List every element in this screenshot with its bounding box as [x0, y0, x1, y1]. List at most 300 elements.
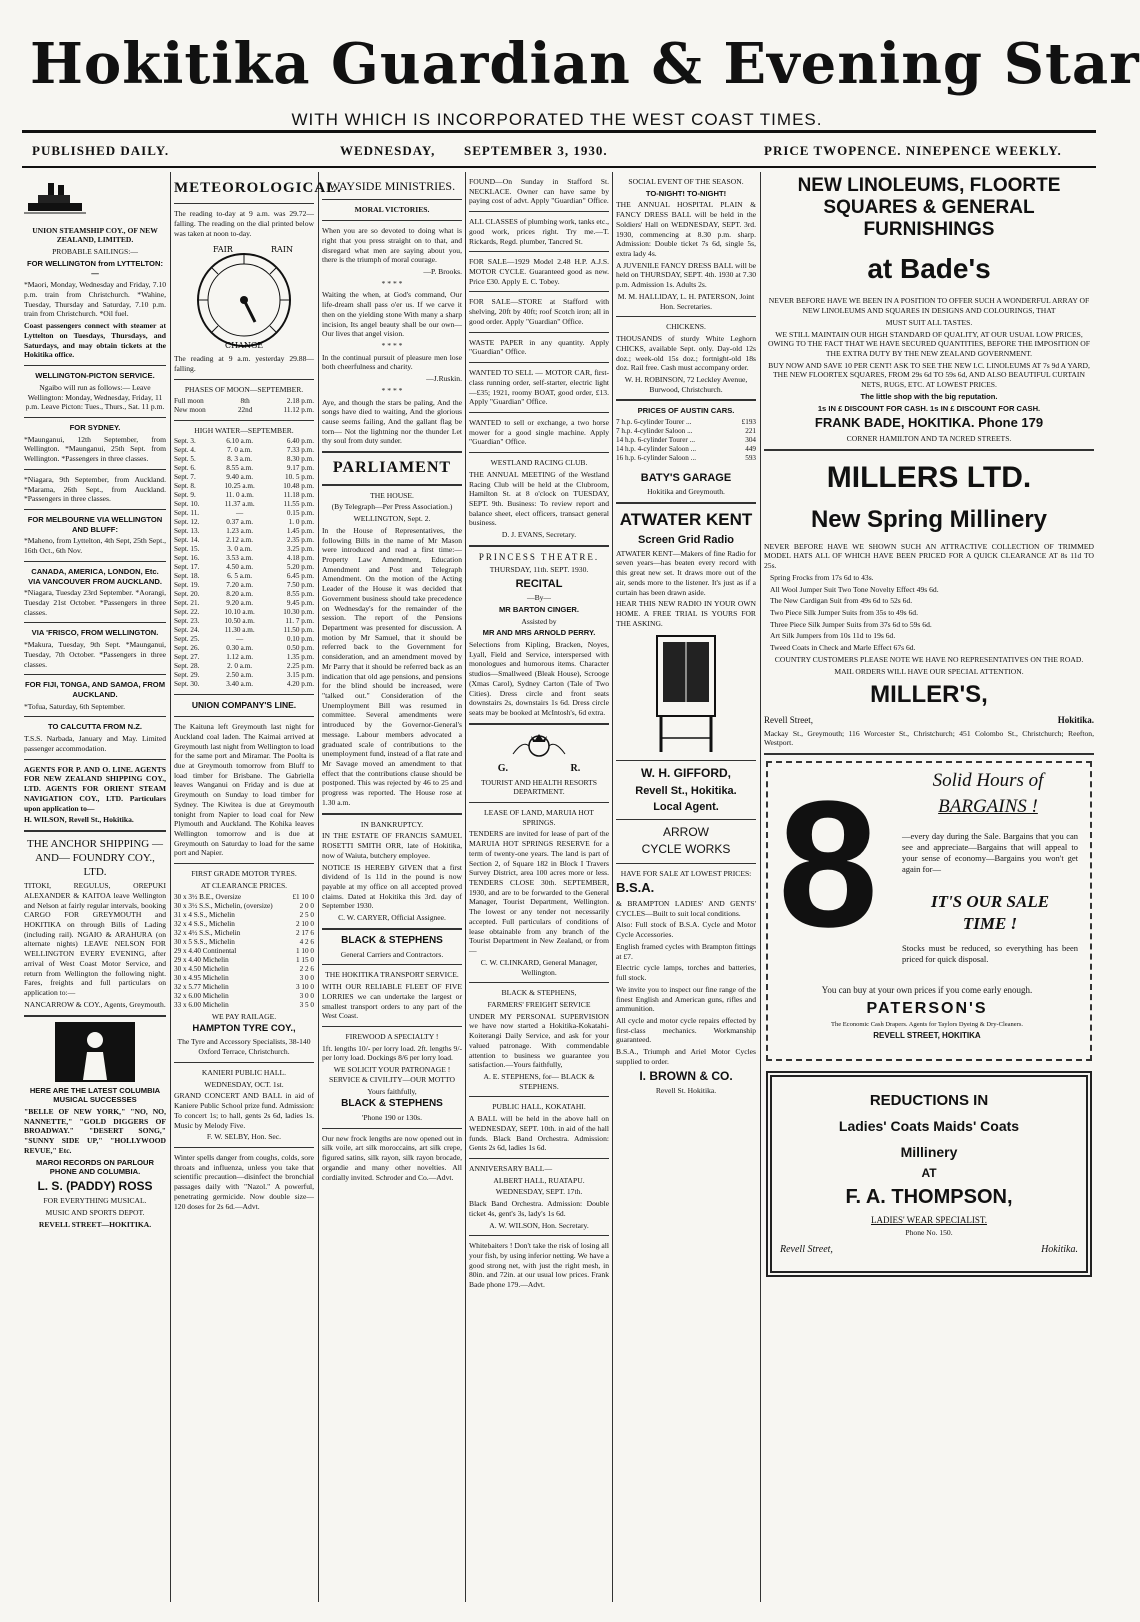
- table-cell: 10.10 a.m.: [224, 608, 255, 617]
- table-cell: —: [236, 635, 244, 644]
- table-cell: Sept. 29.: [174, 671, 200, 680]
- picton-heading: WELLINGTON-PICTON SERVICE.: [35, 371, 155, 381]
- tonight-label: TO-NIGHT! TO-NIGHT!: [645, 188, 727, 198]
- anchor-text: TITOKI, REGULUS, OREPUKI ALEXANDER & KAITOA leave Wellington and Nelson at fairly regular intervals, booking CARGO FOR GREYMOUTH and HOKITIKA on through Bills of Lading (including rail). NGAIO & ARAHURA (on alternate nights) LEAVE NELSON FOR WELLINGTON EVERY EVENING, after arrival of West Coast Motor Service, and return from Wellington the following night. Fares, freights and full particulars on application to:—: [24, 881, 166, 998]
- calcutta-heading: TO CALCUTTA FROM N.Z.: [48, 722, 142, 732]
- hear-text: HEAR THIS NEW RADIO IN YOUR OWN HOME. A FREE TRIAL IS YOURS FOR THE ASKING.: [616, 599, 756, 628]
- calcutta-text: T.S.S. Narbada, January and May. Limited passenger accommodation.: [24, 734, 166, 753]
- bsa-text: & BRAMPTON LADIES' AND GENTS' CYCLES—Built to suit local conditions.: [616, 899, 756, 918]
- ladies-wear: LADIES' WEAR SPECIALIST.: [870, 1214, 988, 1225]
- hokitika-label: Hokitika.: [1041, 1244, 1078, 1256]
- black-stephens-sub: General Carriers and Contractors.: [340, 949, 444, 959]
- table-cell: 11. 7 p.m.: [285, 617, 314, 626]
- table-cell: 11. 0 a.m.: [225, 491, 254, 500]
- solid-hours: Solid Hours of: [932, 770, 1044, 792]
- sydney-text: *Maunganui, 12th September, from Wellington. *Maunganui, 25th Sept. from Wellington. *Passengers in three classes.: [24, 434, 166, 464]
- freight-sign: A. E. STEPHENS, for— BLACK & STEPHENS.: [483, 1071, 595, 1091]
- hospital-text: THE ANNUAL HOSPITAL PLAIN & FANCY DRESS BALL will be held in the Soldiers' Hall on WEDNESDAY, SEPT. 3rd. 1930, commencing at 8.30 p.m. sharp. Admission: Double ticket 7s 6d, single 5s, extra lady 4s.: [616, 200, 756, 259]
- linoleum-text-4: BUY NOW AND SAVE 10 PER CENT! ASK TO SEE THE NEW I.C. LINOLEUMS AT 7s 9d A YARD, THE NEW FLOORTEX SQUARES, FROM 29s 6d TO 59s 6d, AND ALSO BEAUTIFUL CURTAIN NETS, RUGS, ETC. AT LOWEST PRICES.: [768, 360, 1090, 390]
- tyre-row: [174, 938, 314, 947]
- high-water-row: [174, 626, 314, 635]
- table-cell: —: [236, 509, 244, 518]
- tyre-row: [174, 992, 314, 1001]
- brown-name: I. BROWN & CO.: [639, 1068, 733, 1083]
- telegraph-line: (By Telegraph—Per Press Association.): [331, 502, 453, 512]
- table-cell: Sept. 4.: [174, 446, 196, 455]
- list-item: Two Piece Silk Jumper Suits from 35s to 49s 6d.: [770, 608, 918, 618]
- sale-text: —every day during the Sale. Bargains that you can see and appreciate—Bargains that will appeal to your sense of economy—Bargains you won't get again for—: [902, 831, 1078, 874]
- table-cell: 11.55 p.m.: [283, 500, 314, 509]
- list-item: Tweed Coats in Check and Marle Effect 67s 6d.: [770, 643, 916, 653]
- coast-text: Coast passengers connect with steamer at Lyttelton on Tuesdays, Thursdays, and Saturdays, and may obtain tickets at the Hokitika office.: [24, 321, 166, 360]
- table-cell: 3 5 0: [299, 1000, 314, 1009]
- lease-sign: C. W. CLINKARD, General Manager, Wellington.: [480, 957, 598, 977]
- high-water-row: [174, 527, 314, 536]
- high-water-row: [174, 455, 314, 464]
- sydney-heading: FOR SYDNEY.: [69, 422, 121, 432]
- table-cell: Sept. 19.: [174, 581, 200, 590]
- reductions-heading: REDUCTIONS IN: [869, 1092, 989, 1110]
- tyre-row: [174, 929, 314, 938]
- moral-victories: MORAL VICTORIES.: [354, 205, 430, 215]
- table-cell: 304: [745, 436, 756, 445]
- wayside-sign-1: —P. Brooks.: [423, 266, 462, 276]
- transport-text: WITH OUR RELIABLE FLEET OF FIVE LORRIES we can undertake the largest or smallest transport orders to any part of the West Coast.: [322, 982, 462, 1021]
- sale-ad-1: FOR SALE—1929 Model 2.48 H.P. A.J.S. MOTOR CYCLE. Guaranteed good as new. Price £30. Apply E. C. Tobey.: [469, 257, 609, 286]
- anchor-agent: NANCARROW & COY., Agents, Greymouth.: [24, 999, 166, 1009]
- columbia-heading: HERE ARE THE LATEST COLUMBIA MUSICAL SUCCESSES: [29, 1085, 161, 1105]
- table-cell: Sept. 8.: [174, 482, 196, 491]
- freewheels-text: English framed cycles with Brampton fittings at £7.: [616, 941, 756, 961]
- table-cell: 8.55 a.m.: [226, 464, 253, 473]
- revell-street: Revell Street,: [780, 1244, 833, 1256]
- its-our-sale: IT'S OUR SALE: [930, 892, 1050, 912]
- plumbing-ad: ALL CLASSES of plumbing work, tanks etc., good work, prices right. Try me.—T. Rickards, Regd. plumber, Tancred St.: [469, 217, 609, 246]
- table-cell: 8.30 p.m.: [286, 455, 314, 464]
- linoleum-text-1: NEVER BEFORE HAVE WE BEEN IN A POSITION TO OFFER SUCH A WONDERFUL ARRAY OF NEW LINOLEUMS AND SQUARES IN DESIGNS AND COLOURINGS, THAT: [768, 296, 1090, 316]
- millers-sign: MILLER'S,: [870, 681, 988, 709]
- spring-millinery: New Spring Millinery: [810, 506, 1048, 533]
- recital-text: Selections from Kipling, Bracken, Noyes, Lyall, Field and Service, interspersed with monologues and humorous items. Character studios—Smallweed (Bleak House), Scrooge (Xmas Carol), Sydney Carton (Tale of Two Cities). Dress circle and front seats downstairs 2s, downstairs 1s 6d. Dress circle seats may be booked at McIntosh's, 6d extra.: [469, 640, 609, 718]
- perry-name: MR AND MRS ARNOLD PERRY.: [482, 628, 596, 638]
- coats-line: Ladies' Coats Maids' Coats: [838, 1118, 1020, 1135]
- frisco-heading: VIA 'FRISCO, FROM WELLINGTON.: [31, 628, 159, 638]
- millers-address-line: [764, 715, 1094, 727]
- winter-text: Winter spells danger from coughs, colds, sore throats and influenza, unless you take that scientific precaution—disinfect the bronchial passages daily with "Nazol." A powerful, penetrating germicide. Now double size—120 doses for 2s 6d.—Advt.: [174, 1152, 314, 1211]
- kaniere-date: WEDNESDAY, OCT. 1st.: [204, 1079, 284, 1089]
- stars-divider: * * * *: [381, 340, 403, 350]
- table-cell: 14 h.p. 6-cylinder Tourer ...: [616, 436, 696, 445]
- juvenile-sign: M. M. HALLIDAY, L. H. PATERSON, Joint Hon. Secretaries.: [617, 291, 755, 311]
- table-cell: 10.48 p.m.: [283, 482, 314, 491]
- table-cell: 221: [745, 427, 756, 436]
- cycle-works-heading: CYCLE WORKS: [641, 842, 731, 857]
- table-cell: £193: [741, 418, 756, 427]
- melbourne-text: *Maheno, from Lyttelton, 4th Sept, 25th Sept., 16th Oct., 6th Nov.: [24, 536, 166, 556]
- high-water-table: [174, 437, 314, 689]
- lamps-text: Electric cycle lamps, torches and batteries, full stock.: [616, 963, 756, 983]
- millers-heading: MILLERS LTD.: [826, 460, 1032, 494]
- high-water-row: [174, 509, 314, 518]
- table-cell: 7.50 p.m.: [286, 581, 314, 590]
- high-water-row: [174, 617, 314, 626]
- column-shipping: [24, 175, 166, 1600]
- list-item: The New Cardigan Suit from 49s 6d to 52s 6d.: [770, 596, 913, 606]
- mail-orders: MAIL ORDERS WILL HAVE OUR SPECIAL ATTENTION.: [834, 666, 1024, 676]
- atwater-sub: Screen Grid Radio: [638, 533, 734, 546]
- table-cell: Sept. 3.: [174, 437, 196, 446]
- social-heading: SOCIAL EVENT OF THE SEASON.: [628, 177, 744, 186]
- table-cell: 3 10 0: [296, 982, 314, 991]
- table-cell: 9.20 a.m.: [226, 599, 253, 608]
- lease-text: TENDERS are invited for lease of part of the MARUIA HOT SPRINGS RESERVE for a term of twenty-one years. The land is part of Section 2, of Square 182 in Block I Travers Survey District, area 100 acres more or less. TENDERS CLOSE 30th. SEPTEMBER, 1930, and are to be forwarded to the General Manager, Tourist Department, Wellington. The lowest or any tender not necessarily accepted. Full particulars of conditions of lease obtainable from any branch of the Tourist Department in New Zealand, or from—: [469, 829, 609, 956]
- lyttelton-text: *Maori, Monday, Wednesday and Friday, 7.10 p.m. train from Christchurch. *Wahine, Tuesday, Thursday and Saturday, 7.10 p.m. train from Christchurch. *Oil fuel.: [24, 280, 166, 319]
- radio-cabinet-icon: [651, 634, 721, 754]
- table-cell: Full moon: [174, 396, 204, 405]
- high-water-row: [174, 581, 314, 590]
- freight-text: UNDER MY PERSONAL SUPERVISION we have now started a Hokitika-Kokatahi-Koiterangi Daily Service, and ask for your valued patronage. With commendable attention to business we guarantee you satisfaction.—Yours faithfully,: [469, 1011, 609, 1070]
- the-house: THE HOUSE.: [370, 490, 414, 500]
- racing-text: THE ANNUAL MEETING of the Westland Racing Club will be held at the Clubroom, Hamilton St. at 8 o'clock on TUESDAY, SEPT. 9th. Business: To review report and balance sheet, elect officers, transact general business.: [469, 469, 609, 528]
- table-cell: 8th: [240, 396, 250, 405]
- table-cell: 22nd: [237, 405, 253, 414]
- patersons-sale-ad: [766, 761, 1092, 1061]
- millers-branches: Mackay St., Greymouth; 116 Worcester St., Christchurch; 451 Colombo St., Christchurch; Reefton, Westport.: [764, 728, 1094, 748]
- table-cell: 30 x 3½ B.E., Oversize: [174, 892, 242, 901]
- waste-paper-ad: WASTE PAPER in any quantity. Apply "Guardian" Office.: [469, 337, 609, 357]
- freight-heading: FARMERS' FREIGHT SERVICE: [487, 999, 591, 1009]
- parliament-text: In the House of Representatives, the following Bills in the name of Mr Mason were introduced and read a first time:— Property Law Amendment, Education Amendment and Post and Telegraph Amendment. On the motion of the Acting Leader of the House it was decided that Government business should take precedence on Wednesday's for the remainder of the session. The report of the Pensions Department was presented for discussion. A motion by Mr Samuel, that it should be referred back to the Government for consideration, and an amendment moved by Mr Parry that it should be referred back as an indication that old age pensions, and pensions for the blind should be increased, were "talked out." Consideration of the Unemployment Bill was resumed in committee. Several amendments were introduced by the Governor-General's message. Labour members advocated a graduated scale of contributions to the unemployment fund, instead of a flat rate and Mr Savage moved an amendment to that effect that the contributions clause should be postponed. This was rejected by 46 to 25 and progress was reported. The House rose at 1.30 a.m.: [322, 525, 462, 807]
- wayside-text-2: In the continual pursuit of pleasure men lose both cheerfulness and charity.: [322, 352, 462, 372]
- princess-date: THURSDAY, 11th. SEPT. 1930.: [489, 565, 589, 575]
- melbourne-heading: FOR MELBOURNE VIA WELLINGTON AND BLUFF:: [27, 514, 163, 534]
- bankruptcy-text: NOTICE IS HEREBY GIVEN that a first dividend of 1s 11d in the pound is now payable at my office on all accepted proved claims. Dated at Hokitika this 3rd. day of September 1930.: [322, 862, 462, 911]
- table-cell: 8. 3 a.m.: [227, 455, 253, 464]
- solicit-line: WE SOLICIT YOUR PATRONAGE ! SERVICE & CIVILITY—OUR MOTTO: [328, 1065, 456, 1084]
- table-cell: 2 2 6: [299, 964, 314, 973]
- column-rule: [465, 172, 466, 1602]
- tyre-row: [174, 911, 314, 920]
- tourist-heading: TOURIST AND HEALTH RESORTS DEPARTMENT.: [480, 777, 598, 797]
- incorporated-line: WITH WHICH IS INCORPORATED THE WEST COAST TIMES.: [291, 110, 823, 129]
- column-classifieds: [469, 175, 609, 1600]
- high-water-row: [174, 572, 314, 581]
- high-water-row: [174, 536, 314, 545]
- table-cell: 6. 5 a.m.: [227, 572, 253, 581]
- steamship-icon: [24, 177, 86, 219]
- tyre-row: [174, 956, 314, 965]
- table-cell: 3.40 a.m.: [226, 680, 253, 689]
- thompson-name: F. A. THOMPSON,: [845, 1186, 1013, 1209]
- cash-discount: 1s IN £ DISCOUNT FOR CASH. 1s IN £ DISCOUNT FOR CASH.: [817, 403, 1041, 413]
- day-label: WEDNESDAY,: [340, 143, 436, 158]
- poem-1: Waiting the when, at God's command, Our life-dream shall pass o'er us. If we carve it then on the yielding stone With many a sharp incision, Its angel beauty shall be our own— Our lives that angel vision.: [322, 290, 462, 339]
- table-cell: 30 x 3½ S.S., Michelin, (oversize): [174, 901, 273, 910]
- table-cell: 2. 0 a.m.: [227, 662, 253, 671]
- racing-heading: WESTLAND RACING CLUB.: [490, 458, 588, 468]
- atwater-heading: ATWATER KENT: [619, 509, 753, 529]
- patersons-name: PATERSON'S: [866, 1000, 988, 1018]
- black-stephens-heading: BLACK & STEPHENS,: [501, 988, 577, 998]
- bsa-label: B.S.A.: [616, 880, 655, 896]
- table-cell: 2.12 a.m.: [226, 536, 253, 545]
- table-cell: Sept. 30.: [174, 680, 200, 689]
- yours-faithfully: Yours faithfully,: [367, 1086, 417, 1096]
- table-cell: 11.18 p.m.: [283, 491, 314, 500]
- thompson-ad: [766, 1071, 1092, 1277]
- table-cell: Sept. 21.: [174, 599, 200, 608]
- union-text: The Kaituna left Greymouth last night for Auckland coal laden. The Kaimai arrived at Greymouth last night from Wellington to load for the same port and Miramar. The Poolta is due at Greymouth tomorrow from Bluff to load timber for Brisbane. The Gabriella leaves Wanganui on Friday and is due at Greymouth on Sunday to load timber for Sydney. The Kiwitea is due at Greymouth tonight from Napier to load coal for New Plymouth and Auckland. The Kohika leaves Wellington tomorrow and is due at Greymouth on Saturday to load for the same port and Napier.: [174, 722, 314, 858]
- austin-row: [616, 418, 756, 427]
- millers-text: NEVER BEFORE HAVE WE SHOWN SUCH AN ATTRACTIVE COLLECTION OF TRIMMED MODEL HATS ALL OF WHICH HAVE BEEN PRICED FOR A QUICK CLEARANCE AT 8s 11d TO 25s.: [764, 541, 1094, 571]
- table-cell: Sept. 14.: [174, 536, 200, 545]
- table-cell: 1.45 p.m.: [286, 527, 314, 536]
- high-water-row: [174, 671, 314, 680]
- table-cell: 32 x 6.00 Michelin: [174, 991, 229, 1000]
- table-cell: Sept. 13.: [174, 527, 200, 536]
- little-shop: The little shop with the big reputation.: [860, 391, 998, 401]
- table-cell: 33 x 6.00 Michelin: [174, 1000, 229, 1009]
- baty-sub: Hokitika and Greymouth.: [647, 487, 725, 497]
- tyre-row: [174, 983, 314, 992]
- baty-garage: BATY'S GARAGE: [640, 472, 732, 485]
- table-cell: 30 x 4.95 Michelin: [174, 973, 229, 982]
- assisted-by: Assisted by: [521, 616, 557, 626]
- table-cell: 2 10 0: [296, 919, 314, 928]
- frank-bade: FRANK BADE, HOKITIKA. Phone 179: [814, 415, 1044, 431]
- patersons-sub: The Economic Cash Drapers. Agents for Taylors Dyeing & Dry-Cleaners.: [830, 1021, 1024, 1029]
- table-cell: 449: [745, 445, 756, 454]
- kokatahi-text: A BALL will be held in the above hall on WEDNESDAY, SEPT. 10th. in aid of the hall funds. Black Band Orchestra. Admission: Gents 2s 6d, ladies 1s 6d.: [469, 1114, 609, 1153]
- black-stephens-heading: BLACK & STEPHENS: [341, 934, 443, 946]
- ross-sub: FOR EVERYTHING MUSICAL.: [43, 1196, 147, 1206]
- atwater-text: ATWATER KENT—Makers of fine Radio for seven years—has beaten every record with this great new set. It draws more out of the air, sends more to the listener. It's just as if a curtain has been drawn aside.: [616, 548, 756, 597]
- lease-heading: LEASE OF LAND, MARUIA HOT SPRINGS.: [484, 808, 594, 827]
- ross-address: REVELL STREET—HOKITIKA.: [38, 1219, 152, 1229]
- linoleum-heading: NEW LINOLEUMS, FLOORTE SQUARES & GENERAL FURNISHINGS: [797, 175, 1061, 240]
- table-cell: Sept. 12.: [174, 518, 200, 527]
- millers-price-list: [764, 573, 1094, 653]
- wellington-dateline: WELLINGTON, Sept. 2.: [353, 514, 431, 524]
- table-cell: 10.25 a.m.: [224, 482, 255, 491]
- table-cell: 32 x 5.77 Michelin: [174, 982, 229, 991]
- table-cell: Sept. 9.: [174, 491, 196, 500]
- union-heading: UNION COMPANY'S LINE.: [191, 700, 297, 711]
- table-cell: 5.20 p.m.: [286, 563, 314, 572]
- table-cell: 32 x 4 S.S., Michelin: [174, 919, 235, 928]
- local-agent: Local Agent.: [653, 800, 719, 813]
- table-cell: 8.20 a.m.: [226, 590, 253, 599]
- transport-heading: THE HOKITIKA TRANSPORT SERVICE.: [325, 970, 459, 980]
- table-cell: 7 h.p. 6-cylinder Tourer ...: [616, 418, 692, 427]
- also-text: Also: Full stock of B.S.A. Cycle and Motor Cycle Accessories.: [616, 920, 756, 940]
- anniversary-sign: A. W. WILSON, Hon. Secretary.: [489, 1220, 589, 1230]
- austin-row: [616, 436, 756, 445]
- table-cell: 8.55 p.m.: [286, 590, 314, 599]
- stars-divider: * * * *: [381, 385, 403, 395]
- high-water-row: [174, 473, 314, 482]
- found-ad: FOUND—On Sunday in Stafford St. NECKLACE. Owner can have same by paying cost of advt. Apply "Guardian" Office.: [469, 177, 609, 206]
- patersons-address: REVELL STREET, HOKITIKA: [873, 1031, 981, 1041]
- table-cell: 29 x 4.40 Michelin: [174, 955, 229, 964]
- moon-table: [174, 397, 314, 415]
- bargains: BARGAINS !: [938, 796, 1038, 818]
- thompson-address-line: [780, 1244, 1078, 1257]
- table-cell: 4 2 6: [299, 937, 314, 946]
- barometer-dial-icon: [179, 242, 309, 350]
- table-cell: 30 x 4.50 Michelin: [174, 964, 229, 973]
- date-label: SEPTEMBER 3, 1930.: [464, 143, 608, 158]
- moon-row: [174, 406, 314, 415]
- table-cell: 9.40 a.m.: [226, 473, 253, 482]
- frisco-text: *Makura, Tuesday, 9th Sept. *Maunganui, Tuesday, 7th October. *Passengers in three classes.: [24, 640, 166, 669]
- sale-ad-2: FOR SALE—STORE at Stafford with shelving, 20ft by 40ft; roof Scotch iron; all in good order. Apply "Guardian" Office.: [469, 297, 609, 326]
- table-cell: Sept. 10.: [174, 500, 200, 509]
- parliament-heading: PARLIAMENT: [332, 459, 452, 477]
- high-water-row: [174, 590, 314, 599]
- table-cell: 3.15 p.m.: [286, 671, 314, 680]
- table-cell: 4.50 a.m.: [226, 563, 253, 572]
- hampton-name: HAMPTON TYRE COY.,: [192, 1023, 296, 1035]
- list-item: Art Silk Jumpers from 10s 11d to 19s 6d.: [770, 631, 896, 641]
- high-water-row: [174, 545, 314, 554]
- anchor-title: THE ANCHOR SHIPPING —AND— FOUNDRY COY., LTD.: [27, 837, 163, 879]
- bankruptcy-sign: C. W. CARYER, Official Assignee.: [338, 913, 446, 923]
- table-cell: 3.53 a.m.: [226, 554, 253, 563]
- table-cell: 2.35 p.m.: [286, 536, 314, 545]
- table-cell: 11.12 p.m.: [283, 405, 314, 414]
- high-water-row: [174, 482, 314, 491]
- high-water-row: [174, 635, 314, 644]
- table-cell: 10. 5 p.m.: [285, 473, 314, 482]
- probable-sailings: PROBABLE SAILINGS:—: [52, 247, 138, 257]
- table-cell: Sept. 16.: [174, 554, 200, 563]
- linoleum-text-3: WE STILL MAINTAIN OUR HIGH STANDARD OF QUALITY, AT OUR USUAL LOW PRICES, OWING TO THE FACT THAT WE HAVE SECURED QUANTITIES, BEFORE THE IMPOSITION OF THE EXTRA DUTY BY THE NEW ZEALAND GOVERNMENT.: [768, 329, 1090, 358]
- tyre-row: [174, 920, 314, 929]
- kaniere-text: GRAND CONCERT AND BALL in aid of Kaniere Public School prize fund. Admission: To concert 1s; to hall, gents 2s 6d, ladies 1s. Music by Melody Five.: [174, 1091, 314, 1130]
- niagara-text: *Niagara, 9th September, from Auckland. *Marama, 26th Sept., from Auckland. *Passengers in three classes.: [24, 474, 166, 504]
- moon-row: [174, 397, 314, 406]
- moon-heading: PHASES OF MOON—SEPTEMBER.: [184, 384, 304, 394]
- table-cell: 14 h.p. 4-cylinder Saloon ...: [616, 445, 697, 454]
- table-cell: 2 5 0: [299, 910, 314, 919]
- table-cell: 7.33 p.m.: [286, 446, 314, 455]
- table-cell: 0.50 p.m.: [286, 644, 314, 653]
- cinger-name: MR BARTON CINGER.: [498, 604, 580, 614]
- table-cell: 4.18 p.m.: [286, 554, 314, 563]
- frock-text: Our new frock lengths are now opened out in silk voile, art silk moroccains, art silk crepe, figured satins, silk rayon, silk rayon brocade, organdie and many other novelties. All cordially invited. Schroder and Co.—Advt.: [322, 1133, 462, 1182]
- firewood-text: 1ft. lengths 10/- per lorry load. 2ft. lengths 9/- per lorry load. Dockings 8/6 per lorry load.: [322, 1043, 462, 1063]
- tyre-row: [174, 974, 314, 983]
- firewood-heading: FIREWOOD A SPECIALTY !: [345, 1031, 439, 1041]
- anniversary-date: WEDNESDAY, SEPT. 17th.: [495, 1187, 583, 1197]
- table-cell: 1.23 a.m.: [226, 527, 253, 536]
- princess-heading: PRINCESS THEATRE.: [478, 551, 600, 562]
- bankruptcy-heading: IN BANKRUPTCY.: [360, 819, 424, 829]
- picton-text: Ngaibo will run as follows:— Leave Wellington: Monday, Wednesday, Friday, 11 p.m. Leave Picton: Tues., Thurs., Sat. 11 p.m.: [25, 382, 165, 412]
- at-label: AT: [921, 1166, 937, 1181]
- juvenile-text: A JUVENILE FANCY DRESS BALL will be held on THURSDAY, SEPT. 4th. 1930 at 7.30 p.m. Admission 1s. Adults 2s.: [616, 260, 757, 290]
- albert-hall: ALBERT HALL, RUATAPU.: [493, 1175, 585, 1185]
- table-cell: 10.50 a.m.: [224, 617, 255, 626]
- table-cell: Sept. 20.: [174, 590, 200, 599]
- date-rule: [22, 166, 1096, 168]
- table-cell: Sept. 28.: [174, 662, 200, 671]
- austin-price-table: [616, 418, 756, 463]
- table-cell: 6.45 p.m.: [286, 572, 314, 581]
- stocks-text: Stocks must be reduced, so everything has been priced for quick disposal.: [902, 943, 1078, 964]
- gifford-address: Revell St., Hokitika.: [635, 784, 737, 797]
- column-rule: [760, 172, 761, 1602]
- whitebait-text: Whitebaiters ! Don't take the risk of losing all your fish, by using inferior netting. We have a good strong net, with just the right mesh, in 80in. and 72in. at our usual low prices. Frank Bade phone 179.—Advt.: [469, 1241, 609, 1290]
- railage: WE PAY RAILAGE.: [211, 1011, 277, 1021]
- table-cell: 1.35 p.m.: [286, 653, 314, 662]
- table-cell: Sept. 15.: [174, 545, 200, 554]
- big-eight: 8: [778, 764, 879, 966]
- agents-text: AGENTS FOR P. AND O. LINE. AGENTS FOR NEW ZEALAND SHIPPING COY., LTD. AGENTS FOR ORIENT STEAM NAVIGATION COY., LTD. Particulars upon application to—: [24, 764, 166, 813]
- table-cell: 0.37 a.m.: [226, 518, 253, 527]
- chickens-text: THOUSANDS of sturdy White Leghorn CHICKS, available Sept. only. Day-old 12s doz.; week-old 15s doz.; fortnight-old 18s doz. Rail free. Cash must accompany order.: [616, 334, 756, 373]
- top-rule: [22, 130, 1096, 133]
- table-cell: 2 17 6: [296, 928, 314, 937]
- met-text-1: The reading to-day at 9 a.m. was 29.72—falling. The reading on the dial printed below was taken at noon to-day.: [174, 209, 314, 238]
- table-cell: 593: [745, 454, 756, 463]
- table-cell: Sept. 23.: [174, 617, 200, 626]
- canada-heading: CANADA, AMERICA, LONDON, Etc. VIA VANCOUVER FROM AUCKLAND.: [28, 566, 162, 586]
- column-wayside: [322, 175, 462, 1600]
- table-cell: 29 x 4.40 Continental: [174, 946, 237, 955]
- table-cell: Sept. 7.: [174, 473, 196, 482]
- wanted-ad-2: WANTED to sell or exchange, a two horse mower for a good single machine. Apply "Guardian" Office.: [469, 417, 609, 447]
- table-cell: 16 h.p. 6-cylinder Saloon ...: [616, 454, 697, 463]
- kaniere-heading: KANIERI PUBLIC HALL.: [201, 1067, 287, 1077]
- table-cell: 0.30 a.m.: [226, 644, 253, 653]
- table-cell: 6.10 a.m.: [226, 437, 253, 446]
- columbia-list: "BELLE OF NEW YORK," "NO, NO, NANNETTE," "GOLD DIGGERS OF BROADWAY." "DESERT SONG," "SUNNY SIDE UP," "HOLLYWOOD REVUE," Etc.: [24, 1106, 166, 1155]
- fiji-heading: FOR FIJI, TONGA, AND SAMOA, FROM AUCKLAND.: [24, 680, 166, 700]
- high-water-row: [174, 563, 314, 572]
- met-text-2: The reading at 9 a.m. yesterday 29.88—falling.: [174, 354, 314, 374]
- buy-text: You can buy at your own prices if you come early enough.: [821, 985, 1033, 996]
- high-water-row: [174, 680, 314, 689]
- table-cell: 9.45 p.m.: [286, 599, 314, 608]
- hokitika-label: Hokitika.: [1057, 715, 1094, 726]
- repairs-text: All cycle and motor cycle repairs effected by first-class mechanics. Workmanship guaranteed.: [616, 1015, 756, 1045]
- wayside-heading: WAYSIDE MINISTRIES.: [328, 179, 456, 193]
- table-cell: 1 15 0: [296, 955, 314, 964]
- high-water-row: [174, 464, 314, 473]
- table-cell: 2.50 a.m.: [226, 671, 253, 680]
- poem-2: Aye, and though the stars be paling, And the songs have died to waiting, And the glorious cause seems failing, And the gallant flag be torn— Not the lightning nor the thunder Let thy soul from duty sunder.: [322, 397, 462, 446]
- high-water-row: [174, 500, 314, 509]
- ross-name: L. S. (PADDY) ROSS: [37, 1178, 153, 1193]
- masthead-title: Hokitika Guardian & Evening Star: [30, 31, 1140, 97]
- table-cell: 2 0 0: [299, 901, 314, 910]
- table-cell: 30 x 5 S.S., Michelin: [174, 937, 235, 946]
- revell-street: Revell Street,: [764, 715, 813, 726]
- corner-line: CORNER HAMILTON AND TA NCRED STREETS.: [846, 433, 1012, 443]
- high-water-row: [174, 608, 314, 617]
- table-cell: 31 x 4 S.S., Michelin: [174, 910, 235, 919]
- column-rule: [318, 172, 319, 1602]
- royal-crest-icon: [509, 730, 569, 760]
- high-water-row: [174, 599, 314, 608]
- table-cell: 9.17 p.m.: [286, 464, 314, 473]
- company-title: UNION STEAMSHIP COY., OF NEW ZEALAND, LIMITED.: [32, 225, 158, 245]
- column-rule: [612, 172, 613, 1602]
- table-cell: 2.25 p.m.: [286, 662, 314, 671]
- dial-label: RAIN: [271, 245, 293, 255]
